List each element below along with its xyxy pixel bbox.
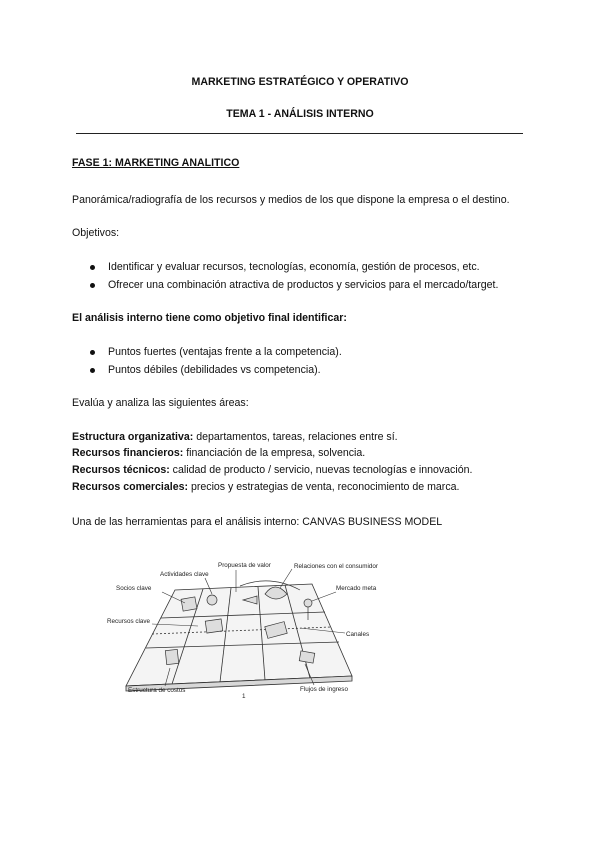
list-item: Puntos fuertes (ventajas frente a la competencia). — [108, 346, 342, 358]
areas-label: Evalúa y analiza las siguientes áreas: — [72, 397, 249, 409]
area-desc: financiación de la empresa, solvencia. — [183, 447, 366, 459]
list-item: Puntos débiles (debilidades vs competencia). — [108, 364, 321, 376]
area-term: Recursos técnicos: — [72, 464, 170, 476]
page-mark: 1 — [242, 693, 246, 700]
list-item: Identificar y evaluar recursos, tecnologías, economía, gestión de procesos, etc. — [108, 261, 480, 273]
canvas-board-icon — [126, 584, 352, 691]
document-title: MARKETING ESTRATÉGICO Y OPERATIVO — [191, 76, 409, 88]
area-desc: departamentos, tareas, relaciones entre sí. — [193, 431, 398, 443]
label-actividades: Actividades clave — [160, 571, 209, 578]
area-term: Recursos financieros: — [72, 447, 184, 459]
label-recursos: Recursos clave — [107, 618, 151, 625]
label-socios: Socios clave — [116, 585, 152, 592]
list-item: Ofrecer una combinación atractiva de productos y servicios para el mercado/target. — [108, 279, 499, 291]
area-desc: calidad de producto / servicio, nuevas tecnologías e innovación. — [169, 464, 473, 476]
goal-heading: El análisis interno tiene como objetivo final identificar: — [72, 312, 347, 324]
document-subtitle: TEMA 1 - ANÁLISIS INTERNO — [226, 108, 374, 120]
label-costos: Estructura de costos — [128, 687, 186, 694]
intro-paragraph: Panorámica/radiografía de los recursos y medios de los que dispone la empresa o el destino. — [72, 194, 510, 206]
label-ingresos: Flujos de ingreso — [300, 686, 348, 693]
objectives-label: Objetivos: — [72, 227, 120, 239]
label-relaciones: Relaciones con el consumidor — [294, 563, 379, 570]
section-heading: FASE 1: MARKETING ANALITICO — [72, 157, 240, 169]
label-canales: Canales — [346, 631, 370, 638]
area-term: Recursos comerciales: — [72, 481, 189, 493]
tool-line: Una de las herramientas para el análisis interno: CANVAS BUSINESS MODEL — [72, 516, 443, 528]
area-desc: precios y estrategias de venta, reconocimiento de marca. — [188, 481, 460, 493]
area-term: Estructura organizativa: — [72, 431, 194, 443]
label-mercado: Mercado meta — [336, 585, 377, 592]
label-propuesta: Propuesta de valor — [218, 562, 271, 569]
